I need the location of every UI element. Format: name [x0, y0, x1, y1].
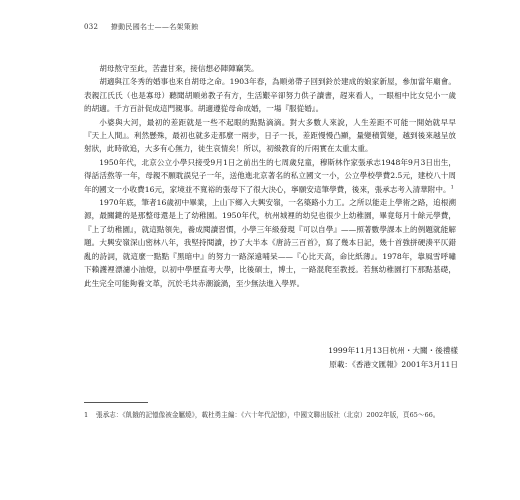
body-text — [84, 62, 456, 290]
paragraph-1: 胡母熬守至此，苦盡甘來，接信想必陣陣竊笑。 — [99, 64, 259, 73]
paragraph-4-text: 1950年代，北京公立小學只接受9月1日之前出生的七周歲兒童，穆斯林作家張承志1948年9月3日出生，得話活熬等一年，母親不願耽誤兒子一年，送他進北京著名的私立國文一小，公立學校學費2.5元，建校八十周年的國文一小收費16元，家境並不寬裕的張母下了很大決心，寧願安這筆學費，後來，張承志考入清華附中。 — [84, 157, 456, 194]
paragraph-5: 1970年底，筆者16歲初中畢業，上山下鄉入大興安嶺，一名築路小力工。之所以能走上學術之路，追根溯源，最關鍵的是那整母還是上了幼稚園。1950年代，杭州城裡的幼兒也很少上幼稚園，畢竟每月十餘元學費，『上了幼稚園』，就這點領先，養成閱讀習慣，小學三年級發現『可以自學』——照著數學課本上的例題就能解題。大興安嶺深山密林八年，我堅持閱讀，抄了大半本《唐詩三百首》，寫了幾本日記，幾十首強拼硬湊平仄錯亂的詩詞，就這麼一點點『黑暗中』的努力一路深遠哺呆——『心比天高，命比紙薄』。1978年，靠風雪呼嘯下賴護裡漂濾小油燈，以初中學歷直考大學，比後碩士，博士，一路混爬至教授。若無幼稚園打下那點基礎，此生完全可能夠養文革，沉於毛共赤潮漩渦，至少無法進入學界。 — [84, 198, 456, 288]
footnote — [84, 410, 456, 422]
footnote-text: 張承志：《飢餓的記憶像被金屬燒》，載杜勇主編：《六十年代記憶》，中國文聯出版社（北京）2002年版，頁65～66。 — [96, 411, 440, 419]
signature-date-place: 1999年11月13日杭州・大關・後禮樣 — [328, 346, 458, 355]
paragraph-3: 小婆與大河，最初的差距就是一些不起眼的點點滴滴。對大多數人來說，人生差距不可能一開始就早早『天上人間』。利然懸殊，最初也就多走那麼一兩步，日子一長，差距慢慢凸顯，量變積質變，越到後來越呈放射狀，此時欲追，大多有心無力，徒生哀情矣！所以，初級教育的斤兩實在太重太重。 — [84, 117, 456, 154]
signature-source: 原載：《香港文匯報》2001年3月11日 — [329, 360, 458, 369]
footnote-marker[interactable]: 1 — [450, 184, 454, 191]
running-header — [84, 22, 198, 32]
signature-block — [328, 344, 458, 372]
running-title: 撩動民國名士——名架策蝕 — [110, 23, 199, 31]
paragraph-4 — [84, 156, 456, 196]
footnote-divider — [84, 402, 148, 403]
page-number: 032 — [84, 23, 99, 31]
paragraph-2: 胡適與江冬秀的婚事也來自胡母之命。1903年春，為順弟帶子回到鈴於建成的娘家新屋，參加當年廟會。表親江氏氏（也是寡母）聽聞胡順弟教子有方，生活艱辛卻努力供子讀書，趕來看人，一眼相中比女兒小一歲的胡適。千方百計促成這門親事。胡適遵從母命成婚，一場『服從婚』。 — [84, 77, 456, 114]
footnote-number: 1 — [84, 411, 89, 419]
